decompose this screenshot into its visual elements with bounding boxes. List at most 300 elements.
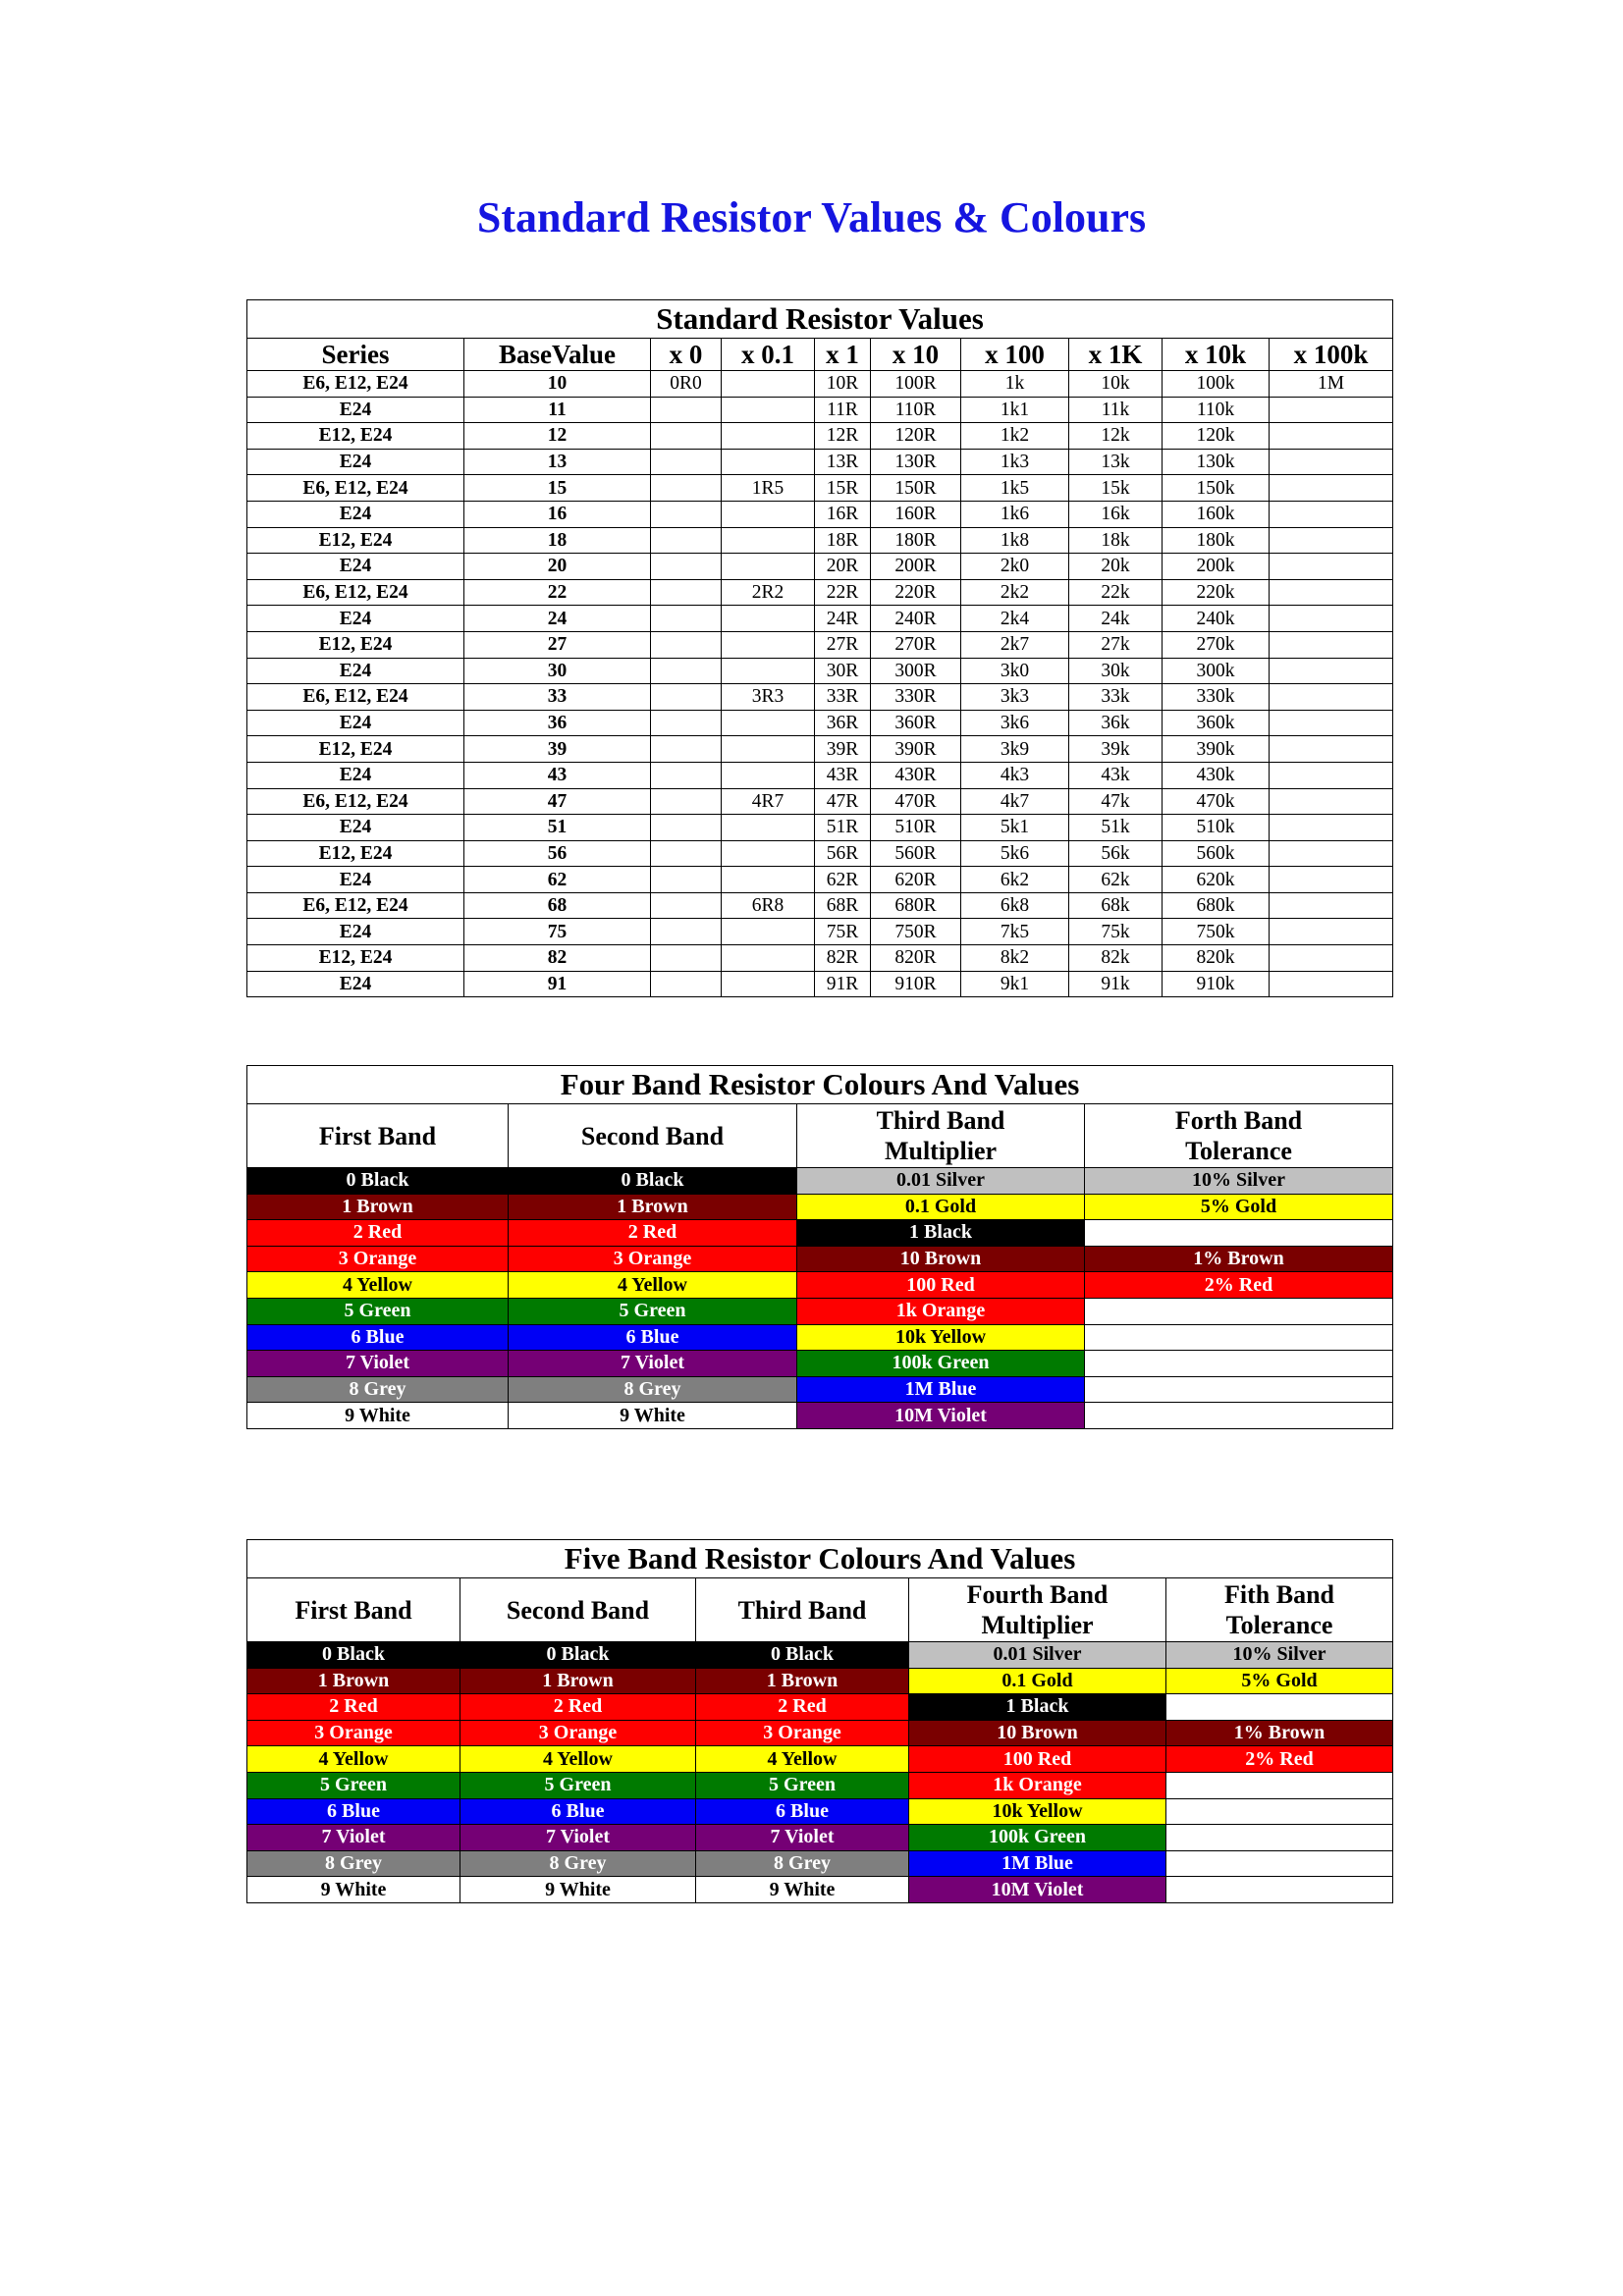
value-cell: 13k — [1069, 449, 1163, 475]
five-band-body — [247, 1642, 1393, 1903]
column-header: Third Band Multiplier — [797, 1104, 1085, 1168]
color-band-cell: 100k Green — [909, 1825, 1166, 1851]
value-cell: 510R — [871, 815, 961, 841]
value-cell: 430R — [871, 762, 961, 788]
value-cell: 22k — [1069, 579, 1163, 606]
color-band-cell — [1166, 1772, 1393, 1798]
value-cell: 1k8 — [961, 527, 1069, 554]
value-cell: 30k — [1069, 658, 1163, 684]
value-cell: 43k — [1069, 762, 1163, 788]
color-band-cell: 3 Orange — [460, 1720, 696, 1746]
value-cell: 12k — [1069, 423, 1163, 450]
value-cell — [722, 971, 815, 997]
color-band-cell: 1 Brown — [696, 1668, 909, 1694]
value-cell: 390k — [1163, 736, 1270, 763]
value-cell — [651, 815, 722, 841]
color-band-cell: 4 Yellow — [509, 1272, 797, 1299]
series-cell: E24 — [247, 501, 464, 527]
five-band-table — [246, 1539, 1393, 1903]
value-cell — [651, 423, 722, 450]
series-cell: E24 — [247, 606, 464, 632]
color-band-cell: 4 Yellow — [696, 1746, 909, 1773]
series-cell: E6, E12, E24 — [247, 788, 464, 815]
value-cell: 120k — [1163, 423, 1270, 450]
color-band-cell: 1 Brown — [247, 1194, 509, 1220]
value-cell: 220k — [1163, 579, 1270, 606]
color-band-cell: 9 White — [460, 1877, 696, 1903]
base-value-cell: 16 — [464, 501, 651, 527]
series-cell: E12, E24 — [247, 423, 464, 450]
value-cell: 30R — [815, 658, 871, 684]
value-cell — [651, 892, 722, 919]
standard-values-title: Standard Resistor Values — [247, 300, 1393, 339]
series-cell: E6, E12, E24 — [247, 684, 464, 711]
value-cell: 330k — [1163, 684, 1270, 711]
value-cell: 11R — [815, 397, 871, 423]
table-row — [247, 579, 1393, 606]
base-value-cell: 24 — [464, 606, 651, 632]
value-cell: 24R — [815, 606, 871, 632]
four-band-title: Four Band Resistor Colours And Values — [247, 1066, 1393, 1104]
table-row — [247, 554, 1393, 580]
value-cell — [722, 554, 815, 580]
color-band-cell: 10k Yellow — [909, 1798, 1166, 1825]
column-header: x 10 — [871, 339, 961, 371]
value-cell: 1R5 — [722, 475, 815, 502]
color-band-cell: 2% Red — [1085, 1272, 1393, 1299]
standard-values-body — [247, 371, 1393, 997]
base-value-cell: 47 — [464, 788, 651, 815]
color-band-cell: 5 Green — [509, 1298, 797, 1324]
table-row — [247, 1798, 1393, 1825]
value-cell — [1270, 815, 1393, 841]
value-cell — [1270, 423, 1393, 450]
value-cell: 6k2 — [961, 867, 1069, 893]
value-cell: 1k1 — [961, 397, 1069, 423]
table-row — [247, 840, 1393, 867]
value-cell: 3k3 — [961, 684, 1069, 711]
value-cell: 27R — [815, 631, 871, 658]
value-cell: 120R — [871, 423, 961, 450]
value-cell: 18k — [1069, 527, 1163, 554]
value-cell — [1270, 736, 1393, 763]
value-cell — [1270, 840, 1393, 867]
value-cell: 150R — [871, 475, 961, 502]
value-cell: 11k — [1069, 397, 1163, 423]
value-cell: 620k — [1163, 867, 1270, 893]
value-cell — [722, 397, 815, 423]
value-cell: 3k0 — [961, 658, 1069, 684]
value-cell: 150k — [1163, 475, 1270, 502]
table-row — [247, 788, 1393, 815]
value-cell: 68k — [1069, 892, 1163, 919]
base-value-cell: 62 — [464, 867, 651, 893]
value-cell — [1270, 606, 1393, 632]
value-cell: 270k — [1163, 631, 1270, 658]
base-value-cell: 33 — [464, 684, 651, 711]
value-cell: 27k — [1069, 631, 1163, 658]
color-band-cell: 0 Black — [460, 1642, 696, 1669]
value-cell — [1270, 762, 1393, 788]
series-cell: E24 — [247, 710, 464, 736]
series-cell: E6, E12, E24 — [247, 475, 464, 502]
table-row — [247, 1403, 1393, 1429]
base-value-cell: 56 — [464, 840, 651, 867]
value-cell: 39k — [1069, 736, 1163, 763]
value-cell — [651, 658, 722, 684]
column-header: First Band — [247, 1578, 460, 1642]
value-cell: 750R — [871, 919, 961, 945]
color-band-cell — [1166, 1825, 1393, 1851]
value-cell: 220R — [871, 579, 961, 606]
value-cell: 10k — [1069, 371, 1163, 398]
color-band-cell: 4 Yellow — [247, 1272, 509, 1299]
color-band-cell: 1 Black — [909, 1694, 1166, 1721]
table-row — [247, 1324, 1393, 1351]
base-value-cell: 10 — [464, 371, 651, 398]
color-band-cell: 7 Violet — [460, 1825, 696, 1851]
value-cell: 1k5 — [961, 475, 1069, 502]
value-cell: 910k — [1163, 971, 1270, 997]
column-header: Second Band — [460, 1578, 696, 1642]
value-cell — [1270, 684, 1393, 711]
color-band-cell — [1085, 1298, 1393, 1324]
value-cell: 10R — [815, 371, 871, 398]
base-value-cell: 68 — [464, 892, 651, 919]
color-band-cell: 10k Yellow — [797, 1324, 1085, 1351]
table-row — [247, 1298, 1393, 1324]
color-band-cell: 5 Green — [460, 1772, 696, 1798]
color-band-cell: 6 Blue — [509, 1324, 797, 1351]
value-cell: 15R — [815, 475, 871, 502]
value-cell: 4k3 — [961, 762, 1069, 788]
value-cell: 68R — [815, 892, 871, 919]
color-band-cell: 2 Red — [460, 1694, 696, 1721]
value-cell — [722, 840, 815, 867]
table-row — [247, 684, 1393, 711]
value-cell: 24k — [1069, 606, 1163, 632]
series-cell: E24 — [247, 658, 464, 684]
base-value-cell: 27 — [464, 631, 651, 658]
value-cell: 330R — [871, 684, 961, 711]
value-cell: 3k9 — [961, 736, 1069, 763]
series-cell: E24 — [247, 919, 464, 945]
value-cell — [651, 527, 722, 554]
value-cell: 62k — [1069, 867, 1163, 893]
value-cell: 180R — [871, 527, 961, 554]
value-cell — [722, 736, 815, 763]
value-cell — [1270, 788, 1393, 815]
color-band-cell: 5 Green — [247, 1772, 460, 1798]
value-cell: 1M — [1270, 371, 1393, 398]
value-cell: 33R — [815, 684, 871, 711]
color-band-cell: 1 Brown — [247, 1668, 460, 1694]
table-row — [247, 762, 1393, 788]
value-cell — [722, 631, 815, 658]
table-row — [247, 1850, 1393, 1877]
value-cell: 2k7 — [961, 631, 1069, 658]
five-band-header-row — [247, 1578, 1393, 1642]
value-cell: 18R — [815, 527, 871, 554]
value-cell — [722, 762, 815, 788]
column-header: x 100k — [1270, 339, 1393, 371]
value-cell: 91k — [1069, 971, 1163, 997]
value-cell — [1270, 892, 1393, 919]
color-band-cell: 8 Grey — [509, 1376, 797, 1403]
color-band-cell: 5% Gold — [1166, 1668, 1393, 1694]
value-cell: 13R — [815, 449, 871, 475]
color-band-cell: 100 Red — [909, 1746, 1166, 1773]
table-row — [247, 892, 1393, 919]
series-cell: E24 — [247, 762, 464, 788]
value-cell: 270R — [871, 631, 961, 658]
color-band-cell — [1166, 1798, 1393, 1825]
value-cell: 33k — [1069, 684, 1163, 711]
value-cell — [651, 867, 722, 893]
value-cell: 680R — [871, 892, 961, 919]
table-row — [247, 606, 1393, 632]
column-header: Third Band — [696, 1578, 909, 1642]
value-cell — [722, 815, 815, 841]
value-cell: 360k — [1163, 710, 1270, 736]
four-band-body — [247, 1168, 1393, 1429]
color-band-cell: 10% Silver — [1166, 1642, 1393, 1669]
value-cell — [1270, 554, 1393, 580]
value-cell: 680k — [1163, 892, 1270, 919]
color-band-cell: 7 Violet — [247, 1825, 460, 1851]
value-cell — [651, 501, 722, 527]
table-row — [247, 423, 1393, 450]
value-cell: 200R — [871, 554, 961, 580]
color-band-cell — [1085, 1376, 1393, 1403]
color-band-cell: 2% Red — [1166, 1746, 1393, 1773]
color-band-cell: 3 Orange — [696, 1720, 909, 1746]
value-cell: 91R — [815, 971, 871, 997]
value-cell — [1270, 501, 1393, 527]
value-cell: 240k — [1163, 606, 1270, 632]
value-cell: 130R — [871, 449, 961, 475]
table-row — [247, 736, 1393, 763]
color-band-cell: 8 Grey — [696, 1850, 909, 1877]
value-cell — [1270, 579, 1393, 606]
value-cell: 560k — [1163, 840, 1270, 867]
column-header: x 10k — [1163, 339, 1270, 371]
value-cell — [651, 449, 722, 475]
color-band-cell: 9 White — [247, 1403, 509, 1429]
value-cell — [1270, 971, 1393, 997]
series-cell: E12, E24 — [247, 736, 464, 763]
value-cell: 200k — [1163, 554, 1270, 580]
value-cell — [651, 606, 722, 632]
value-cell: 750k — [1163, 919, 1270, 945]
standard-values-table — [246, 299, 1393, 997]
value-cell: 2k2 — [961, 579, 1069, 606]
column-header: Fourth Band Multiplier — [909, 1578, 1166, 1642]
value-cell: 47k — [1069, 788, 1163, 815]
table-row — [247, 1746, 1393, 1773]
color-band-cell: 1 Black — [797, 1220, 1085, 1247]
table-row — [247, 919, 1393, 945]
value-cell: 82R — [815, 945, 871, 972]
color-band-cell: 100k Green — [797, 1351, 1085, 1377]
value-cell: 1k3 — [961, 449, 1069, 475]
color-band-cell: 5 Green — [247, 1298, 509, 1324]
value-cell: 470k — [1163, 788, 1270, 815]
table-row — [247, 631, 1393, 658]
color-band-cell: 7 Violet — [509, 1351, 797, 1377]
series-cell: E24 — [247, 971, 464, 997]
four-band-header-row — [247, 1104, 1393, 1168]
base-value-cell: 15 — [464, 475, 651, 502]
value-cell — [722, 371, 815, 398]
value-cell: 2k4 — [961, 606, 1069, 632]
base-value-cell: 22 — [464, 579, 651, 606]
value-cell: 430k — [1163, 762, 1270, 788]
value-cell — [651, 788, 722, 815]
color-band-cell: 0 Black — [247, 1168, 509, 1195]
value-cell: 160k — [1163, 501, 1270, 527]
color-band-cell: 10M Violet — [909, 1877, 1166, 1903]
table-row — [247, 1376, 1393, 1403]
table-row — [247, 658, 1393, 684]
series-cell: E12, E24 — [247, 631, 464, 658]
value-cell: 510k — [1163, 815, 1270, 841]
value-cell: 75R — [815, 919, 871, 945]
value-cell: 300k — [1163, 658, 1270, 684]
color-band-cell — [1166, 1877, 1393, 1903]
value-cell: 12R — [815, 423, 871, 450]
color-band-cell: 4 Yellow — [460, 1746, 696, 1773]
value-cell: 36R — [815, 710, 871, 736]
color-band-cell: 3 Orange — [247, 1246, 509, 1272]
color-band-cell: 10M Violet — [797, 1403, 1085, 1429]
table-row — [247, 945, 1393, 972]
value-cell: 180k — [1163, 527, 1270, 554]
series-cell: E6, E12, E24 — [247, 892, 464, 919]
value-cell: 4R7 — [722, 788, 815, 815]
value-cell: 16R — [815, 501, 871, 527]
color-band-cell — [1166, 1694, 1393, 1721]
color-band-cell: 0.01 Silver — [797, 1168, 1085, 1195]
value-cell: 2k0 — [961, 554, 1069, 580]
value-cell: 20k — [1069, 554, 1163, 580]
value-cell — [722, 527, 815, 554]
value-cell — [722, 606, 815, 632]
value-cell: 22R — [815, 579, 871, 606]
color-band-cell: 1% Brown — [1166, 1720, 1393, 1746]
value-cell: 4k7 — [961, 788, 1069, 815]
value-cell — [651, 710, 722, 736]
series-cell: E24 — [247, 397, 464, 423]
column-header: Series — [247, 339, 464, 371]
color-band-cell — [1085, 1403, 1393, 1429]
base-value-cell: 43 — [464, 762, 651, 788]
value-cell — [722, 710, 815, 736]
value-cell: 51k — [1069, 815, 1163, 841]
color-band-cell: 5 Green — [696, 1772, 909, 1798]
color-band-cell: 0.01 Silver — [909, 1642, 1166, 1669]
color-band-cell: 1 Brown — [460, 1668, 696, 1694]
value-cell — [651, 631, 722, 658]
table-row — [247, 867, 1393, 893]
value-cell — [651, 971, 722, 997]
value-cell — [1270, 919, 1393, 945]
color-band-cell: 0 Black — [247, 1642, 460, 1669]
value-cell: 51R — [815, 815, 871, 841]
color-band-cell: 2 Red — [696, 1694, 909, 1721]
color-band-cell: 6 Blue — [247, 1798, 460, 1825]
value-cell: 820R — [871, 945, 961, 972]
value-cell — [722, 919, 815, 945]
color-band-cell: 1M Blue — [909, 1850, 1166, 1877]
color-band-cell: 10 Brown — [797, 1246, 1085, 1272]
value-cell: 3R3 — [722, 684, 815, 711]
table-row — [247, 1272, 1393, 1299]
color-band-cell: 10% Silver — [1085, 1168, 1393, 1195]
color-band-cell — [1085, 1324, 1393, 1351]
series-cell: E12, E24 — [247, 945, 464, 972]
value-cell: 8k2 — [961, 945, 1069, 972]
value-cell — [651, 919, 722, 945]
value-cell — [722, 867, 815, 893]
column-header: First Band — [247, 1104, 509, 1168]
table-row — [247, 971, 1393, 997]
color-band-cell: 100 Red — [797, 1272, 1085, 1299]
series-cell: E6, E12, E24 — [247, 579, 464, 606]
value-cell: 100k — [1163, 371, 1270, 398]
value-cell: 62R — [815, 867, 871, 893]
color-band-cell: 1k Orange — [909, 1772, 1166, 1798]
value-cell: 110k — [1163, 397, 1270, 423]
value-cell — [651, 945, 722, 972]
value-cell — [1270, 397, 1393, 423]
value-cell — [722, 501, 815, 527]
page-title: Standard Resistor Values & Colours — [476, 193, 1147, 241]
value-cell: 130k — [1163, 449, 1270, 475]
base-value-cell: 91 — [464, 971, 651, 997]
value-cell — [1270, 710, 1393, 736]
color-band-cell: 1% Brown — [1085, 1246, 1393, 1272]
value-cell: 75k — [1069, 919, 1163, 945]
value-cell: 16k — [1069, 501, 1163, 527]
series-cell: E6, E12, E24 — [247, 371, 464, 398]
value-cell: 100R — [871, 371, 961, 398]
color-band-cell: 0 Black — [509, 1168, 797, 1195]
color-band-cell: 0.1 Gold — [909, 1668, 1166, 1694]
value-cell: 820k — [1163, 945, 1270, 972]
table-row — [247, 1772, 1393, 1798]
table-row — [247, 1642, 1393, 1669]
column-header: x 1 — [815, 339, 871, 371]
table-row — [247, 1720, 1393, 1746]
color-band-cell: 7 Violet — [247, 1351, 509, 1377]
value-cell — [651, 579, 722, 606]
color-band-cell: 2 Red — [247, 1694, 460, 1721]
base-value-cell: 18 — [464, 527, 651, 554]
table-row — [247, 710, 1393, 736]
value-cell — [1270, 475, 1393, 502]
table-row — [247, 1220, 1393, 1247]
table-row — [247, 1825, 1393, 1851]
value-cell — [651, 475, 722, 502]
value-cell: 110R — [871, 397, 961, 423]
table-row — [247, 475, 1393, 502]
column-header: x 0.1 — [722, 339, 815, 371]
color-band-cell — [1085, 1351, 1393, 1377]
base-value-cell: 30 — [464, 658, 651, 684]
value-cell: 1k2 — [961, 423, 1069, 450]
color-band-cell: 6 Blue — [696, 1798, 909, 1825]
